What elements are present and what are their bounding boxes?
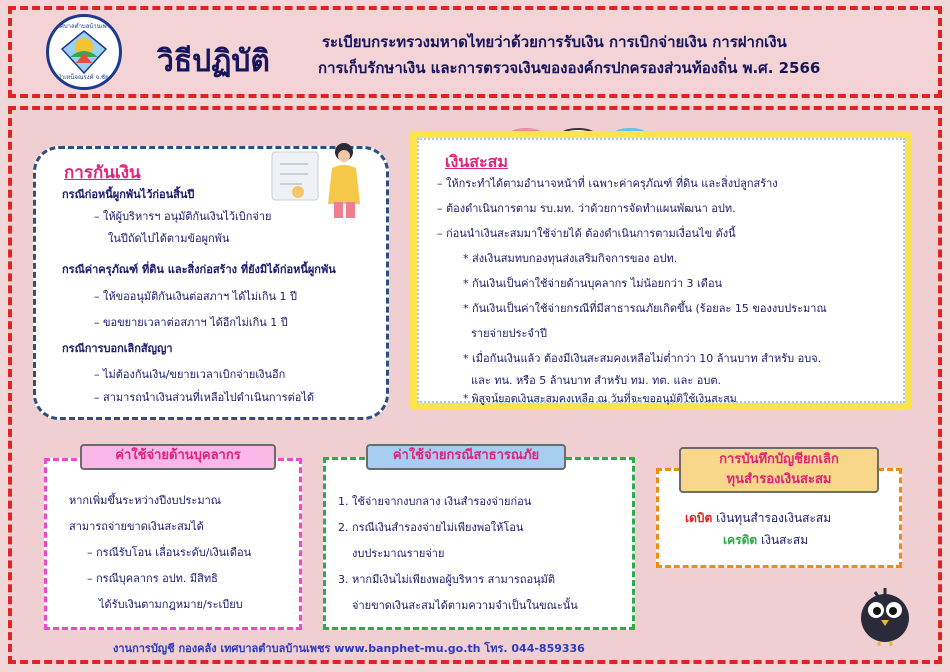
booking-tag-line2: ทุนสำรองเงินสะสม: [726, 472, 832, 487]
personnel-line2: สามารถจ่ายขาดเงินสะสมได้: [69, 520, 204, 533]
footer-contact: งานการบัญชี กองคลัง เทศบาลตำบลบ้านเพชร www.banphet-mu.go.th โทร. 044-859336: [113, 642, 585, 655]
withdraw-case1-heading: กรณีก่อหนี้ผูกพันไว้ก่อนสิ้นปี: [62, 188, 195, 201]
debit-text: เงินทุนสำรองเงินสะสม: [716, 511, 832, 525]
withdraw-case3-line2: – สามารถนำเงินส่วนที่เหลือไปดำเนินการต่อได้: [94, 391, 315, 404]
disaster-line4: 3. หากมีเงินไม่เพียงพอผู้บริหาร สามารถอนุมัติ: [338, 573, 556, 586]
disaster-line3: งบประมาณรายจ่าย: [352, 547, 445, 560]
accumulated-item5: * พิสูจน์ยอดเงินสะสมคงเหลือ ณ วันที่จะขออนุมัติใช้เงินสะสม: [463, 393, 737, 405]
accumulated-item3-b: รายจ่ายประจำปี: [471, 327, 548, 340]
municipality-seal: [46, 14, 122, 90]
disaster-expense-tag: ค่าใช้จ่ายกรณีสาธารณภัย: [366, 444, 566, 470]
accumulated-line1: – ให้กระทำได้ตามอำนาจหน้าที่ เฉพาะค่าครุภัณฑ์ ที่ดิน และสิ่งปลูกสร้าง: [437, 177, 778, 190]
personnel-line5: ได้รับเงินตามกฎหมาย/ระเบียบ: [99, 598, 243, 611]
withdraw-title: การกันเงิน: [64, 163, 141, 183]
withdraw-case2-line2: – ขอขยายเวลาต่อสภาฯ ได้อีกไม่เกิน 1 ปี: [94, 316, 288, 329]
withdraw-case2-heading: กรณีค่าครุภัณฑ์ ที่ดิน และสิ่งก่อสร้าง ที่ยังมิได้ก่อหนี้ผูกพัน: [62, 263, 336, 276]
seal-text-bottom: อ.บำเหน็จณรงค์ จ.ชัยภูมิ: [51, 74, 117, 81]
accumulated-item4-a: * เมื่อกันเงินแล้ว ต้องมีเงินสะสมคงเหลือไม่ต่ำกว่า 10 ล้านบาท สำหรับ อบจ.: [463, 352, 822, 365]
disaster-expense-box: [323, 457, 635, 630]
withdraw-case3-heading: กรณีการบอกเลิกสัญญา: [62, 342, 173, 355]
booking-debit-row: [685, 511, 831, 526]
personnel-line1: หากเพิ่มขึ้นระหว่างปีงบประมาณ: [69, 494, 221, 507]
accumulated-item4-b: และ ทน. หรือ 5 ล้านบาท สำหรับ ทม. ทต. และ อบต.: [471, 374, 721, 387]
credit-label: เครดิต: [723, 533, 758, 547]
accumulated-line3: – ก่อนนำเงินสะสมมาใช้จ่ายได้ ต้องดำเนินการตามเงื่อนไข ดังนี้: [437, 227, 736, 240]
disaster-line2: 2. กรณีเงินสำรองจ่ายไม่เพียงพอให้โอน: [338, 521, 524, 534]
debit-label: เดบิต: [685, 511, 713, 525]
personnel-expense-box: [44, 458, 302, 630]
booking-tag-line1: การบันทึกบัญชียกเลิก: [719, 452, 839, 467]
accumulated-title: เงินสะสม: [445, 152, 508, 171]
page-subtitle-line-1: ระเบียบกระทรวงมหาดไทยว่าด้วยการรับเงิน การเบิกจ่ายเงิน การฝากเงิน: [322, 33, 787, 51]
seal-text-top: เทศบาลตำบลบ้านเพชร: [54, 23, 114, 30]
personnel-line4: – กรณีบุคลากร อปท. มีสิทธิ: [87, 572, 218, 585]
accumulated-item1: * ส่งเงินสมทบกองทุนส่งเสริมกิจการของ อปท.: [463, 252, 678, 265]
withdraw-case2-line1: – ให้ขออนุมัติกันเงินต่อสภาฯ ได้ไม่เกิน 1 ปี: [94, 290, 298, 303]
personnel-line3: – กรณีรับโอน เลื่อนระดับ/เงินเดือน: [87, 546, 252, 559]
woman-with-checklist-illustration: [268, 138, 380, 218]
bird-mascot-illustration: [855, 580, 915, 646]
withdraw-case3-line1: – ไม่ต้องกันเงิน/ขยายเวลาเบิกจ่ายเงินอีก: [94, 368, 286, 381]
accumulated-line2: – ต้องดำเนินการตาม รบ.มท. ว่าด้วยการจัดทำแผนพัฒนา อปท.: [437, 202, 736, 215]
disaster-line5: จ่ายขาดเงินสะสมได้ตามความจำเป็นในขณะนั้น: [352, 599, 578, 612]
page-title: วิธีปฏิบัติ: [157, 44, 270, 79]
booking-credit-row: [723, 533, 808, 548]
booking-tag: [679, 447, 879, 493]
withdraw-case1-line2: ในปีถัดไปได้ตามข้อผูกพัน: [108, 232, 230, 245]
disaster-line1: 1. ใช้จ่ายจากงบกลาง เงินสำรองจ่ายก่อน: [338, 495, 532, 508]
accumulated-panel-body: [417, 138, 905, 403]
personnel-expense-tag: ค่าใช้จ่ายด้านบุคลากร: [80, 444, 276, 470]
accumulated-panel: [410, 131, 912, 410]
credit-text: เงินสะสม: [761, 533, 809, 547]
accumulated-item3-a: * กันเงินเป็นค่าใช้จ่ายกรณีที่มีสาธารณภัยเกิดขึ้น (ร้อยละ 15 ของงบประมาณ: [463, 302, 827, 315]
page-subtitle-line-2: การเก็บรักษาเงิน และการตรวจเงินขององค์กรปกครองส่วนท้องถิ่น พ.ศ. 2566: [318, 59, 821, 77]
accumulated-item2: * กันเงินเป็นค่าใช้จ่ายด้านบุคลากร ไม่น้อยกว่า 3 เดือน: [463, 277, 723, 290]
seal-emblem-icon: [56, 27, 112, 77]
withdraw-case1-line1: – ให้ผู้บริหารฯ อนุมัติกันเงินไว้เบิกจ่าย: [94, 210, 272, 223]
